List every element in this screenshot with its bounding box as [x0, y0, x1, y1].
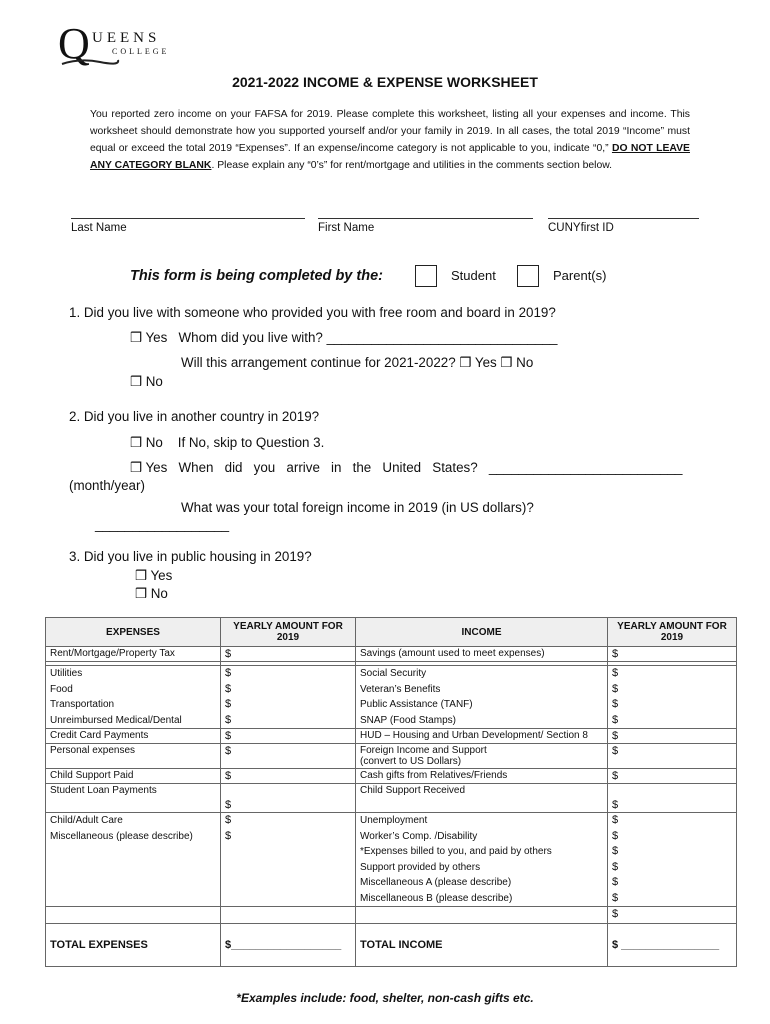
expense-rent: Rent/Mortgage/Property Tax — [46, 647, 221, 662]
income-foreign-label: Foreign Income and Support — [360, 745, 487, 756]
amount-hud[interactable]: $ — [608, 729, 737, 744]
amount-child-support[interactable]: $ — [221, 769, 356, 784]
expense-student-loan: Student Loan Payments — [46, 784, 221, 813]
expense-amount[interactable]: $ — [225, 814, 232, 826]
income-item: Public Assistance (TANF) — [360, 699, 473, 710]
income-group-1-amounts[interactable] — [608, 666, 736, 728]
income-hud: HUD – Housing and Urban Development/ Section 8 — [356, 729, 608, 744]
empty-cell — [356, 907, 608, 924]
income-foreign — [356, 744, 608, 769]
income-amount[interactable]: $ — [612, 891, 619, 904]
income-item: Miscellaneous B (please describe) — [360, 892, 513, 904]
expense-amount[interactable]: $ — [225, 667, 232, 679]
income-expense-table — [45, 617, 737, 967]
total-expenses-label: TOTAL EXPENSES — [46, 924, 221, 967]
amount-child-support-received[interactable]: $ — [608, 784, 737, 813]
expense-item: Unreimbursed Medical/Dental — [50, 714, 182, 726]
amount-rent[interactable]: $ — [221, 647, 356, 662]
income-item: Veteran’s Benefits — [360, 683, 441, 695]
parent-label: Parent(s) — [553, 268, 607, 283]
q2-question: 2. Did you live in another country in 2019? — [69, 409, 320, 424]
footnote: *Examples include: food, shelter, non-cash gifts etc. — [236, 991, 534, 1005]
income-group-1 — [356, 666, 607, 728]
student-checkbox[interactable] — [415, 265, 437, 287]
income-item: Unemployment — [360, 815, 428, 826]
expense-child-support: Child Support Paid — [46, 769, 221, 784]
amount-extra[interactable]: $ — [608, 907, 737, 924]
q2-yes-line[interactable]: ❒ Yes When did you arrive in the United States? __________________________ — [130, 460, 683, 475]
income-child-support: Child Support Received — [356, 784, 608, 813]
empty-cell — [46, 907, 221, 924]
first-name-field[interactable] — [318, 206, 533, 219]
cunyfirst-id-field[interactable] — [548, 206, 699, 219]
income-amount[interactable]: $ — [612, 814, 619, 826]
yearly-amount-header-2: YEARLY AMOUNT FOR 2019 — [608, 618, 737, 647]
income-item: Miscellaneous A (please describe) — [360, 877, 512, 888]
income-group-2-amounts[interactable] — [608, 813, 736, 906]
logo-q: Q — [58, 19, 90, 68]
q2-no-line[interactable]: ❒ No If No, skip to Question 3. — [130, 435, 325, 450]
q1-question: 1. Did you live with someone who provided you with free room and board in 2019? — [69, 305, 556, 320]
q1-no-option[interactable]: ❒ No — [130, 374, 163, 389]
income-savings: Savings (amount used to meet expenses) — [356, 647, 608, 662]
intro-text-a: You reported zero income on your FAFSA for 2019. Please complete this worksheet, listing all your expenses and income. This worksheet should demonstrate how you supported yourself and/or your family in 2019. In all cases, the total 2019 “Income” must equal or exceed the total 2019 “Expenses”. If an expense/income category is not applicable to you, indicate “0,” — [90, 109, 690, 154]
intro-emphasis: DO NOT LEAVE ANY CATEGORY BLANK — [90, 143, 690, 171]
last-name-label: Last Name — [71, 222, 127, 234]
empty-cell — [221, 907, 356, 924]
expense-credit-card: Credit Card Payments — [46, 729, 221, 744]
expense-personal: Personal expenses — [46, 744, 221, 769]
expense-group-1 — [46, 666, 220, 728]
income-item: Support provided by others — [360, 861, 481, 873]
expense-item: Transportation — [50, 699, 115, 710]
expenses-header: EXPENSES — [46, 618, 221, 647]
expense-group-2 — [46, 813, 220, 844]
expense-item: Utilities — [50, 668, 83, 679]
completed-by-label: This form is being completed by the: — [130, 268, 383, 284]
amount-savings[interactable]: $ — [608, 647, 737, 662]
yearly-amount-header: YEARLY AMOUNT FOR 2019 — [221, 618, 356, 647]
income-group-2 — [356, 813, 607, 906]
income-foreign-note: (convert to US Dollars) — [360, 756, 462, 767]
q2-foreign-income-blank[interactable]: __________________ — [95, 517, 230, 532]
amount-credit-card[interactable]: $ — [221, 729, 356, 744]
logo-swoosh-icon — [60, 56, 120, 70]
income-amount[interactable]: $ — [612, 667, 619, 679]
amount-personal[interactable]: $ — [221, 744, 356, 769]
expense-item: Miscellaneous (please describe) — [50, 830, 193, 842]
q3-no-option[interactable]: ❒ No — [135, 586, 168, 601]
income-header: INCOME — [356, 618, 608, 647]
cunyfirst-id-label: CUNYfirst ID — [548, 222, 614, 234]
income-item: Worker’s Comp. /Disability — [360, 830, 478, 842]
total-expenses-amount[interactable]: $__________________ — [221, 924, 356, 967]
expense-amount[interactable]: $ — [225, 682, 232, 695]
student-label: Student — [451, 268, 496, 283]
first-name-label: First Name — [318, 222, 375, 234]
q2-foreign-income: What was your total foreign income in 2019 (in US dollars)? — [181, 500, 534, 515]
q3-question: 3. Did you live in public housing in 2019? — [69, 549, 312, 564]
income-amount[interactable]: $ — [612, 860, 619, 873]
intro-paragraph — [90, 106, 690, 174]
income-amount[interactable]: $ — [612, 845, 619, 857]
income-amount[interactable]: $ — [612, 713, 619, 726]
expense-amount[interactable]: $ — [225, 829, 232, 842]
logo-word: UEENS — [92, 30, 161, 46]
amount-student-loan[interactable]: $ — [221, 784, 356, 813]
total-income-label: TOTAL INCOME — [356, 924, 608, 967]
income-amount[interactable]: $ — [612, 698, 619, 710]
income-item: Social Security — [360, 668, 427, 679]
income-item: *Expenses billed to you, and paid by others — [360, 846, 552, 857]
total-income-amount[interactable]: $ ________________ — [608, 924, 737, 967]
income-amount[interactable]: $ — [612, 876, 619, 888]
last-name-field[interactable] — [71, 206, 305, 219]
q1-continue-line[interactable]: Will this arrangement continue for 2021-2022? ❒ Yes ❒ No — [181, 355, 534, 370]
q2-month-year: (month/year) — [69, 478, 145, 493]
expense-item: Food — [50, 683, 73, 695]
expense-group-1-amounts[interactable] — [221, 666, 355, 728]
page-title: 2021-2022 INCOME & EXPENSE WORKSHEET — [232, 74, 538, 90]
income-item: SNAP (Food Stamps) — [360, 714, 456, 726]
q3-yes-option[interactable]: ❒ Yes — [135, 568, 173, 583]
q1-yes-line[interactable]: ❒ Yes Whom did you live with? _______________________________ — [130, 330, 558, 345]
logo-college: COLLEGE — [112, 47, 170, 56]
expense-group-2-amounts[interactable] — [221, 813, 355, 844]
income-amount[interactable]: $ — [612, 682, 619, 695]
expense-item: Child/Adult Care — [50, 815, 123, 826]
income-cash-gifts: Cash gifts from Relatives/Friends — [356, 769, 608, 784]
amount-foreign[interactable]: $ — [608, 744, 737, 769]
expense-amount[interactable]: $ — [225, 713, 232, 726]
amount-cash-gifts[interactable]: $ — [608, 769, 737, 784]
parent-checkbox[interactable] — [517, 265, 539, 287]
income-amount[interactable]: $ — [612, 829, 619, 842]
intro-text-b: . Please explain any “0’s” for rent/mortgage and utilities in the comments section below. — [211, 160, 613, 171]
expense-amount[interactable]: $ — [225, 698, 232, 710]
